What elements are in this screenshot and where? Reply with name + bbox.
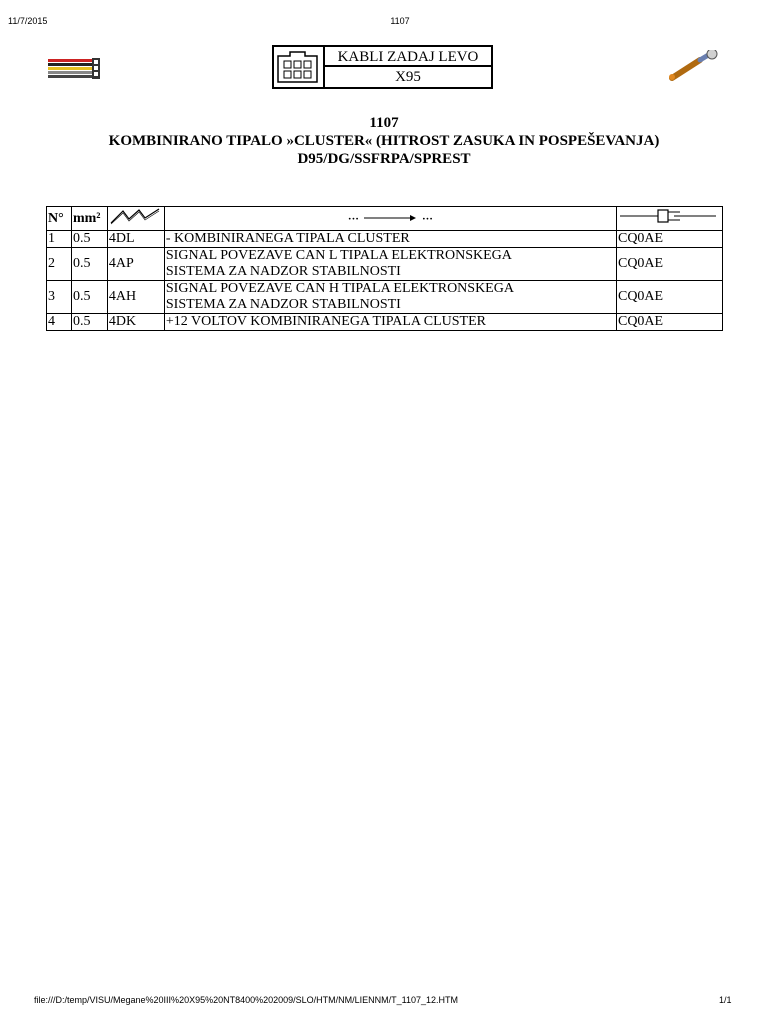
connector-6pin-icon	[274, 47, 321, 87]
header-connection	[616, 207, 722, 231]
wire-bundle-icon	[46, 55, 102, 83]
header-from: ···	[347, 212, 359, 225]
print-date: 11/7/2015	[8, 16, 48, 26]
header-wire	[107, 207, 164, 231]
cell-wire-code: 4AP	[107, 248, 164, 281]
arrow-right-icon	[362, 213, 418, 223]
cell-wire-code: 4DK	[107, 314, 164, 331]
component-name: KOMBINIRANO TIPALO »CLUSTER« (HITROST ZASUKA IN POSPEŠEVANJA)	[108, 133, 660, 149]
header-section: mm²	[71, 207, 107, 231]
cell-description: +12 VOLTOV KOMBINIRANEGA TIPALA CLUSTER	[164, 314, 616, 331]
component-codes: D95/DG/SSFRPA/SPREST	[297, 151, 471, 167]
cell-description: SIGNAL POVEZAVE CAN L TIPALA ELEKTRONSKEGA SISTEMA ZA NADZOR STABILNOSTI	[164, 248, 616, 281]
print-file-path: file:///D:/temp/VISU/Megane%20III%20X95%20NT8400%202009/SLO/HTM/NM/LIENNM/T_1107_12.HTM	[34, 995, 459, 1005]
table-row	[47, 281, 723, 314]
wire-zigzag-icon	[109, 207, 161, 225]
cell-no: 3	[47, 281, 72, 314]
cell-connection: CQ0AE	[616, 231, 722, 248]
cell-no: 1	[47, 231, 72, 248]
header-to: ···	[421, 212, 433, 225]
wrench-icon	[666, 50, 720, 82]
cell-section: 0.5	[71, 281, 107, 314]
connector-name: KABLI ZADAJ LEVO	[325, 47, 491, 67]
cell-connection: CQ0AE	[616, 248, 722, 281]
print-page-title: 1107	[390, 16, 410, 26]
table-row	[47, 248, 723, 281]
print-page-count: 1/1	[719, 995, 732, 1005]
cell-section: 0.5	[71, 248, 107, 281]
cell-description: SIGNAL POVEZAVE CAN H TIPALA ELEKTRONSKEGA SISTEMA ZA NADZOR STABILNOSTI	[164, 281, 616, 314]
header-route	[164, 207, 616, 231]
header-no: N°	[47, 207, 72, 231]
table-row	[47, 314, 723, 331]
connector-code: X95	[395, 69, 421, 85]
cell-description: - KOMBINIRANEGA TIPALA CLUSTER	[164, 231, 616, 248]
cell-wire-code: 4DL	[107, 231, 164, 248]
wire-table	[46, 206, 723, 331]
component-number: 1107	[369, 115, 399, 131]
cell-section: 0.5	[71, 314, 107, 331]
document-title-block	[0, 114, 768, 168]
cell-no: 4	[47, 314, 72, 331]
table-row	[47, 231, 723, 248]
cell-connection: CQ0AE	[616, 314, 722, 331]
connector-icon-cell	[274, 47, 325, 87]
connector-label-box	[272, 45, 493, 89]
connector-plug-icon	[618, 207, 718, 225]
cell-connection: CQ0AE	[616, 281, 722, 314]
table-header-row	[47, 207, 723, 231]
cell-section: 0.5	[71, 231, 107, 248]
cell-wire-code: 4AH	[107, 281, 164, 314]
cell-no: 2	[47, 248, 72, 281]
